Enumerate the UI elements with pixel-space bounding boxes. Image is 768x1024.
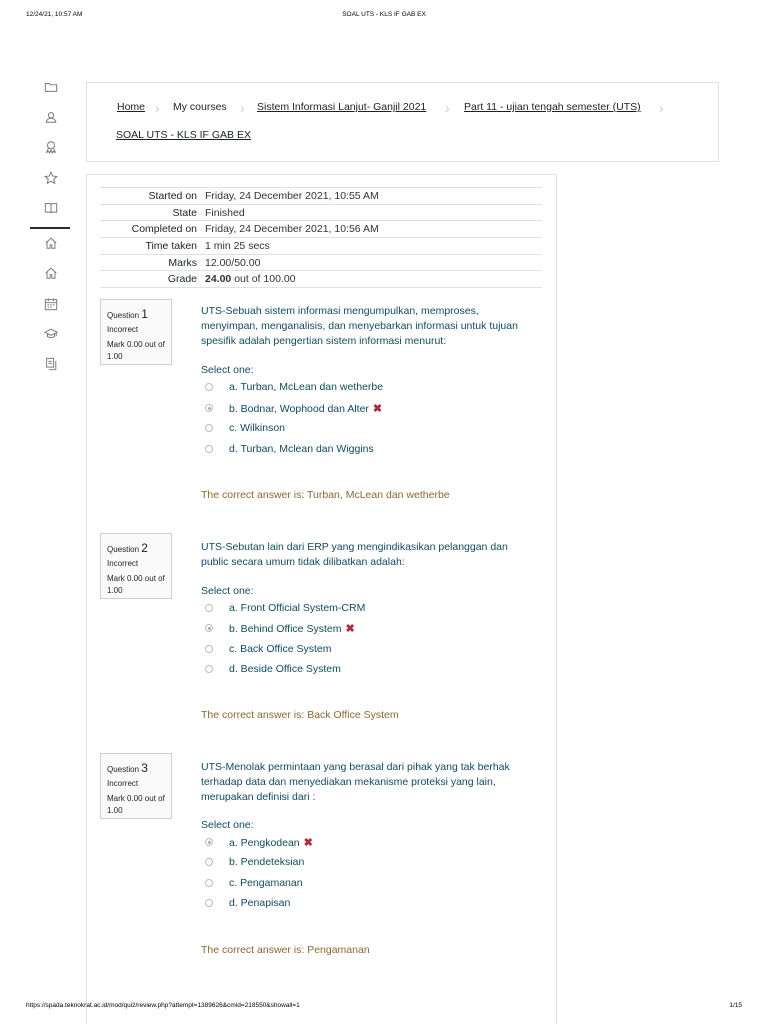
answer-label: d. Turban, Mclean dan Wiggins [229, 443, 374, 455]
question-info [100, 299, 172, 365]
print-page-number: 1/15 [729, 1002, 742, 1009]
answer-radio[interactable] [205, 838, 213, 846]
breadcrumb-separator: › [155, 100, 160, 116]
answer-label: b. Pendeteksian [229, 856, 305, 868]
answer-radio[interactable] [205, 645, 213, 653]
summary-row-grade [100, 271, 542, 288]
question-mark: Mark 0.00 out of 1.00 [107, 340, 165, 361]
summary-value: 1 min 25 secs [205, 239, 270, 252]
summary-label: Marks [168, 256, 197, 269]
question-info [100, 753, 172, 819]
summary-row-marks [100, 254, 542, 271]
summary-row-state [100, 204, 542, 221]
answer-label: d. Beside Office System [229, 663, 341, 675]
answer-label: c. Wilkinson [229, 422, 286, 434]
summary-row-completed [100, 221, 542, 238]
correct-answer-feedback: The correct answer is: Back Office System [201, 709, 399, 721]
answer-radio[interactable] [205, 624, 213, 632]
folder-icon[interactable] [44, 80, 58, 94]
summary-value: 12.00/50.00 [205, 256, 261, 269]
summary-value: Friday, 24 December 2021, 10:55 AM [205, 189, 379, 202]
answer-label: a. Turban, McLean dan wetherbe [229, 381, 384, 393]
incorrect-icon: ✖ [345, 623, 355, 635]
calendar-icon[interactable] [44, 297, 58, 311]
print-url: https://spada.teknokrat.ac.id/mod/quiz/review.php?attempt=1389626&cmid=218550&showall=1 [26, 1002, 300, 1009]
select-one-label: Select one: [201, 585, 254, 597]
breadcrumb-my-courses[interactable]: My courses [173, 101, 227, 113]
breadcrumb-quiz[interactable]: SOAL UTS - KLS IF GAB EX [116, 129, 251, 141]
summary-label: Grade [167, 273, 197, 286]
answer-label: c. Pengamanan [229, 877, 303, 889]
summary-row-time-taken [100, 238, 542, 255]
home-icon[interactable] [44, 236, 58, 250]
select-one-label: Select one: [201, 819, 254, 831]
answer-radio[interactable] [205, 879, 213, 887]
question-text: UTS-Sebutan lain dari ERP yang mengindikasikan pelanggan dan public secara umum tidak dilibatkan adalah: [201, 541, 508, 568]
breadcrumb-course[interactable]: Sistem Informasi Lanjut- Ganjil 2021 [257, 101, 427, 113]
breadcrumb [86, 82, 719, 162]
answer-label: d. Penapisan [229, 897, 291, 909]
badge-icon[interactable] [44, 140, 58, 154]
correct-answer-feedback: The correct answer is: Turban, McLean dan wetherbe [201, 489, 450, 501]
answer-label: a. Pengkodean ✖ [229, 837, 313, 849]
select-one-label: Select one: [201, 364, 254, 376]
breadcrumb-separator: › [240, 100, 245, 116]
question-mark: Mark 0.00 out of 1.00 [107, 794, 165, 815]
user-icon[interactable] [44, 110, 58, 124]
breadcrumb-separator: › [659, 100, 664, 116]
graduation-cap-icon[interactable] [44, 327, 58, 341]
question-text: UTS-Sebuah sistem informasi mengumpulkan, memproses, menyimpan, menganalisis, dan menyebarkan informasi untuk tujuan spesifik adalah pengertian sistem informasi menurut: [201, 305, 518, 347]
answer-radio[interactable] [205, 424, 213, 432]
summary-label: Completed on [131, 223, 197, 236]
question-number: Question 1 [107, 307, 148, 321]
breadcrumb-home[interactable]: Home [117, 101, 146, 113]
breadcrumb-separator: › [445, 100, 450, 116]
incorrect-icon: ✖ [303, 837, 313, 849]
answer-radio[interactable] [205, 604, 213, 612]
summary-value: Finished [205, 206, 245, 219]
answer-label: b. Behind Office System ✖ [229, 623, 355, 635]
nav-divider [30, 227, 70, 229]
question-info [100, 533, 172, 599]
incorrect-icon: ✖ [372, 403, 383, 415]
summary-value [205, 271, 542, 288]
home-icon[interactable] [44, 266, 58, 280]
breadcrumb-section[interactable]: Part 11 - ujian tengah semester (UTS) [464, 101, 641, 113]
grade-suffix: out of 100.00 [231, 273, 296, 286]
question-state: Incorrect [107, 559, 139, 568]
question-state: Incorrect [107, 779, 139, 788]
answer-radio[interactable] [205, 899, 213, 907]
summary-value: Friday, 24 December 2021, 10:56 AM [205, 223, 379, 236]
answer-label: c. Back Office System [229, 643, 332, 655]
question-mark: Mark 0.00 out of 1.00 [107, 574, 165, 595]
answer-radio[interactable] [205, 665, 213, 673]
question-state: Incorrect [107, 325, 139, 334]
correct-answer-feedback: The correct answer is: Pengamanan [201, 944, 370, 956]
answer-label: a. Front Official System-CRM [229, 602, 366, 614]
question-text: UTS-Menolak permintaan yang berasal dari pihak yang tak berhak terhadap data dan menyediakan mekanisme proteksi yang lain, merupakan definisi dari : [201, 761, 510, 803]
answer-radio[interactable] [205, 383, 213, 391]
quiz-summary-table [100, 187, 542, 288]
question-number: Question 3 [107, 761, 148, 775]
print-title: SOAL UTS - KLS IF GAB EX [342, 11, 426, 18]
summary-label: State [172, 206, 197, 219]
summary-row-started [100, 188, 542, 205]
summary-label: Time taken [145, 239, 197, 252]
print-date: 12/24/21, 10:57 AM [26, 11, 83, 18]
question-number: Question 2 [107, 541, 148, 555]
answer-radio[interactable] [205, 858, 213, 866]
star-icon[interactable] [44, 171, 58, 185]
answer-radio[interactable] [205, 445, 213, 453]
files-icon[interactable] [44, 357, 58, 371]
book-icon[interactable] [44, 201, 58, 215]
answer-radio[interactable] [205, 404, 213, 412]
grade-value: 24.00 [205, 273, 232, 286]
answer-label: b. Bodnar, Wophood dan Alter ✖ [229, 403, 383, 415]
summary-label: Started on [148, 189, 197, 202]
